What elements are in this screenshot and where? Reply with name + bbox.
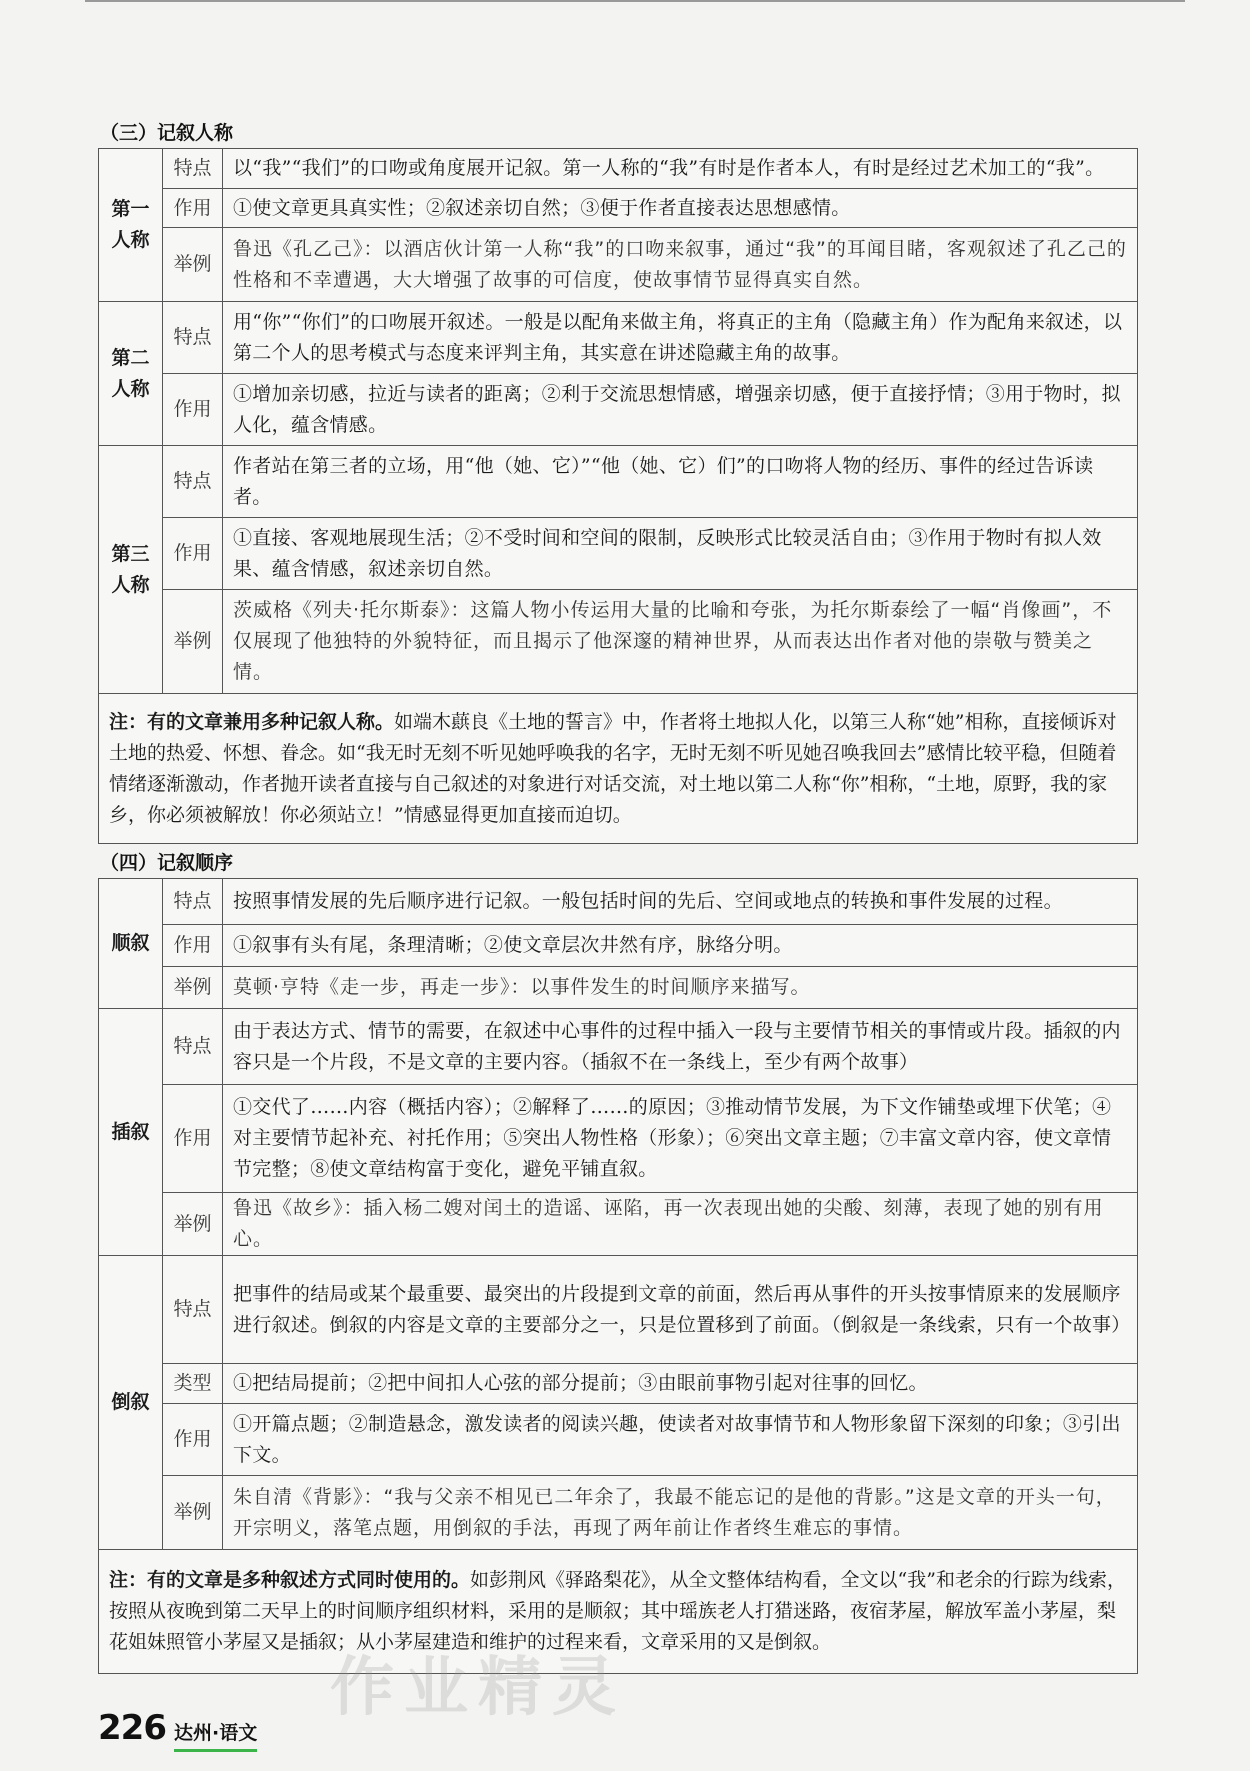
row-label: 作用: [163, 518, 223, 590]
row-label: 举例: [163, 590, 223, 694]
table-row: [99, 925, 1138, 967]
table-row: [99, 1009, 1138, 1085]
row-label: 特点: [163, 446, 223, 518]
section-title-narrative-order: （四）记叙顺序: [100, 852, 234, 874]
table-row: [99, 694, 1138, 844]
table-row: [99, 967, 1138, 1009]
row-label: 举例: [163, 1476, 223, 1550]
top-rule: [85, 0, 1185, 2]
note-lead: 注：有的文章兼用多种记叙人称。: [109, 710, 395, 733]
row-text: 莫顿·亨特《走一步，再走一步》：以事件发生的时间顺序来描写。: [223, 967, 1138, 1009]
row-text: ①开篇点题；②制造悬念，激发读者的阅读兴趣，使读者对故事情节和人物形象留下深刻的印象；③引出下文。: [223, 1404, 1138, 1476]
row-label: 作用: [163, 925, 223, 967]
narrative-order-table: [98, 878, 1138, 1674]
table-row: [99, 302, 1138, 374]
narrative-person-table: [98, 148, 1138, 844]
table-row: [99, 189, 1138, 228]
table-row: [99, 1193, 1138, 1256]
row-text: 把事件的结局或某个最重要、最突出的片段提到文章的前面，然后再从事件的开头按事情原来的发展顺序进行叙述。倒叙的内容是文章的主要部分之一，只是位置移到了前面。（倒叙是一条线索，只有一个故事）: [223, 1256, 1138, 1364]
table-row: [99, 1256, 1138, 1364]
row-label: 特点: [163, 1009, 223, 1085]
row-label: 举例: [163, 967, 223, 1009]
row-label: 举例: [163, 1193, 223, 1256]
group-first-person: 第一 人称: [99, 149, 163, 302]
row-label: 作用: [163, 1085, 223, 1193]
row-label: 特点: [163, 302, 223, 374]
row-label: 作用: [163, 374, 223, 446]
row-label: 作用: [163, 189, 223, 228]
table-row: [99, 1364, 1138, 1404]
group-interpolated: 插叙: [99, 1009, 163, 1256]
row-label: 类型: [163, 1364, 223, 1404]
table-row: [99, 1404, 1138, 1476]
row-text: ①叙事有头有尾，条理清晰；②使文章层次井然有序，脉络分明。: [223, 925, 1138, 967]
row-text: 鲁迅《孔乙己》：以酒店伙计第一人称“我”的口吻来叙事，通过“我”的耳闻目睹，客观叙述了孔乙己的性格和不幸遭遇，大大增强了故事的可信度，使故事情节显得真实自然。: [223, 228, 1138, 302]
row-text: ①直接、客观地展现生活；②不受时间和空间的限制，反映形式比较灵活自由；③作用于物时有拟人效果、蕴含情感，叙述亲切自然。: [223, 518, 1138, 590]
group-second-person: 第二 人称: [99, 302, 163, 446]
note-multiple-methods: [99, 1550, 1138, 1674]
row-text: 以“我”“我们”的口吻或角度展开记叙。第一人称的“我”有时是作者本人，有时是经过艺术加工的“我”。: [223, 149, 1138, 189]
group-flashback: 倒叙: [99, 1256, 163, 1550]
table-row: [99, 590, 1138, 694]
row-label: 特点: [163, 1256, 223, 1364]
page-number: 226: [98, 1708, 166, 1748]
table-row: [99, 446, 1138, 518]
row-text: ①增加亲切感，拉近与读者的距离；②利于交流思想情感，增强亲切感，便于直接抒情；③用于物时，拟人化，蕴含情感。: [223, 374, 1138, 446]
table-row: [99, 1476, 1138, 1550]
row-text: 按照事情发展的先后顺序进行记叙。一般包括时间的先后、空间或地点的转换和事件发展的过程。: [223, 879, 1138, 925]
row-text: 鲁迅《故乡》：插入杨二嫂对闰土的造谣、诬陷，再一次表现出她的尖酸、刻薄，表现了她的别有用心。: [223, 1193, 1138, 1256]
book-label: 达州·语文: [174, 1718, 257, 1752]
watermark: 作业精灵: [330, 1651, 626, 1725]
row-text: ①交代了……内容（概括内容）；②解释了……的原因；③推动情节发展，为下文作铺垫或埋下伏笔；④对主要情节起补充、衬托作用；⑤突出人物性格（形象）；⑥突出文章主题；⑦丰富文章内容，使文章情节完整；⑧使文章结构富于变化，避免平铺直叙。: [223, 1085, 1138, 1193]
row-label: 举例: [163, 228, 223, 302]
row-text: 作者站在第三者的立场，用“他（她、它）”“他（她、它）们”的口吻将人物的经历、事件的经过告诉读者。: [223, 446, 1138, 518]
row-text: ①把结局提前；②把中间扣人心弦的部分提前；③由眼前事物引起对往事的回忆。: [223, 1364, 1138, 1404]
table-row: [99, 1085, 1138, 1193]
row-label: 特点: [163, 879, 223, 925]
row-text: 茨威格《列夫·托尔斯泰》：这篇人物小传运用大量的比喻和夸张，为托尔斯泰绘了一幅“肖像画”，不仅展现了他独特的外貌特征，而且揭示了他深邃的精神世界，从而表达出作者对他的崇敬与赞美之情。: [223, 590, 1138, 694]
section-title-narrative-person: （三）记叙人称: [100, 122, 234, 144]
row-label: 作用: [163, 1404, 223, 1476]
table-row: [99, 879, 1138, 925]
row-text: 朱自清《背影》：“我与父亲不相见已二年余了，我最不能忘记的是他的背影。”这是文章的开头一句，开宗明义，落笔点题，用倒叙的手法，再现了两年前让作者终生难忘的事情。: [223, 1476, 1138, 1550]
page-footer: [98, 1708, 257, 1752]
table-row: [99, 374, 1138, 446]
row-text: 由于表达方式、情节的需要，在叙述中心事件的过程中插入一段与主要情节相关的事情或片段。插叙的内容只是一个片段，不是文章的主要内容。（插叙不在一条线上，至少有两个故事）: [223, 1009, 1138, 1085]
note-text: 如彭荆风《驿路梨花》，从全文整体结构看，全文以“我”和老余的行踪为线索，按照从夜晚到第二天早上的时间顺序组织材料，采用的是顺叙；其中瑶族老人打猎迷路，夜宿茅屋，解放军盖小茅屋，梨花姐妹照管小茅屋又是插叙；从小茅屋建造和维护的过程来看，文章采用的又是倒叙。: [109, 1569, 1126, 1653]
table-row: [99, 1550, 1138, 1674]
group-chronological: 顺叙: [99, 879, 163, 1009]
row-text: 用“你”“你们”的口吻展开叙述。一般是以配角来做主角，将真正的主角（隐藏主角）作为配角来叙述，以第二个人的思考模式与态度来评判主角，其实意在讲述隐藏主角的故事。: [223, 302, 1138, 374]
note-text: 如端木蕻良《土地的誓言》中，作者将土地拟人化，以第三人称“她”相称，直接倾诉对土地的热爱、怀想、眷念。如“我无时无刻不听见她呼唤我的名字，无时无刻不听见她召唤我回去”感情比较平稳，但随着情绪逐渐激动，作者抛开读者直接与自己叙述的对象进行对话交流，对土地以第二人称“你”相称，“土地，原野，我的家乡，你必须被解放！你必须站立！”情感显得更加直接而迫切。: [109, 710, 1117, 826]
row-text: ①使文章更具真实性；②叙述亲切自然；③便于作者直接表达思想感情。: [223, 189, 1138, 228]
note-multiple-persons: [99, 694, 1138, 844]
group-third-person: 第三 人称: [99, 446, 163, 694]
table-row: [99, 149, 1138, 189]
note-lead: 注：有的文章是多种叙述方式同时使用的。: [109, 1569, 471, 1591]
table-row: [99, 518, 1138, 590]
row-label: 特点: [163, 149, 223, 189]
table-row: [99, 228, 1138, 302]
